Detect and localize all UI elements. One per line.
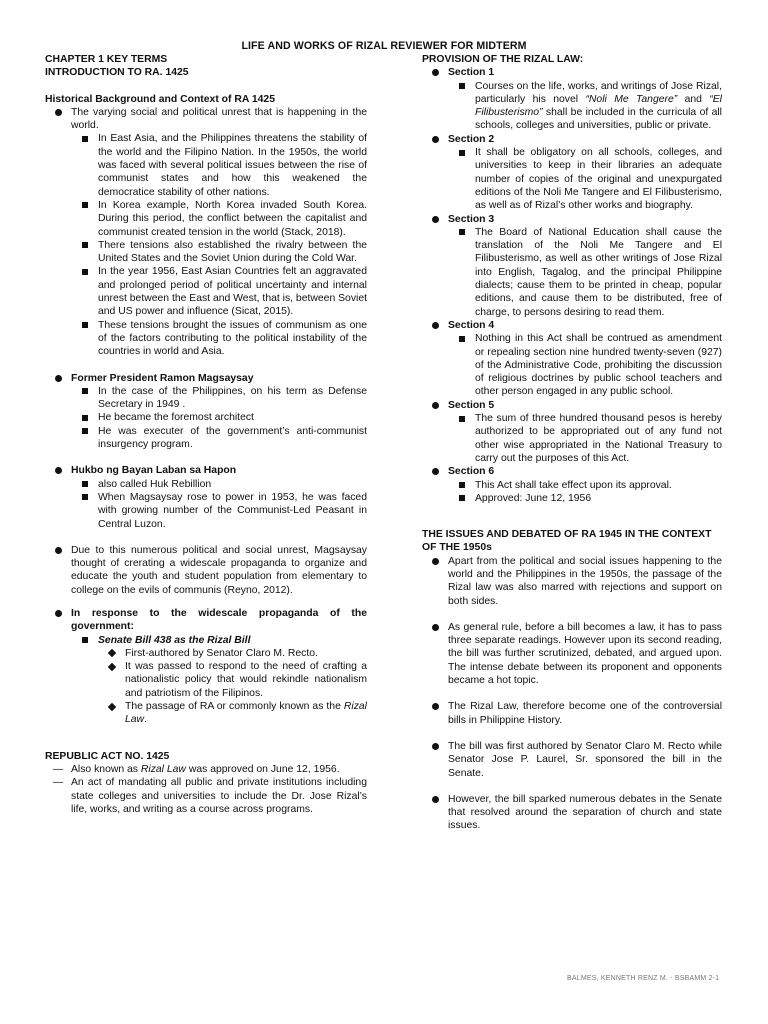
list-item <box>422 332 722 398</box>
bullet-dot-icon <box>432 624 439 631</box>
list-item-text: The sum of three hundred thousand pesos is hereby authorized to be appropriated out of any fund not other wise appropriated in the National Treasury to carry out the purposes of this Act. <box>475 413 722 464</box>
list-item <box>45 776 367 816</box>
list-item <box>45 132 367 198</box>
bullet-square-icon <box>459 229 465 235</box>
unrest-text: The varying social and political unrest that is happening in the world. <box>71 106 367 132</box>
left-column <box>45 53 367 816</box>
list-item <box>45 544 367 597</box>
list-item <box>45 607 367 634</box>
bullet-square-icon <box>82 136 88 142</box>
bullet-square-icon <box>82 269 88 275</box>
list-item-text: First-authored by Senator Claro M. Recto. <box>125 647 318 659</box>
list-item-text: When Magsaysay rose to power in 1953, he was faced with growing number of the Communist-Led Peasant in Central Luzon. <box>98 491 367 530</box>
bullet-dot-icon <box>432 69 439 76</box>
bullet-dot-icon <box>55 547 62 554</box>
list-item <box>422 621 722 687</box>
list-item <box>45 425 367 452</box>
list-item <box>45 660 367 700</box>
list-item-text <box>125 700 367 727</box>
bullet-square-icon <box>459 416 465 422</box>
list-item <box>422 479 722 492</box>
list-item-text: In the case of the Philippines, on his term as Defense Secretary in 1949 . <box>98 385 367 411</box>
document-title: LIFE AND WORKS OF RIZAL REVIEWER FOR MIDTERM <box>241 40 527 52</box>
list-item <box>45 106 367 133</box>
bullet-square-icon <box>82 637 88 643</box>
passage-text: The passage of RA or commonly known as the <box>125 701 344 713</box>
list-item-text: Approved: June 12, 1956 <box>475 492 592 504</box>
bullet-square-icon <box>82 415 88 421</box>
s1-end: shall be included in the curricula of all schools, colleges and universities, public or private. <box>475 107 722 132</box>
provision-heading: PROVISION OF THE RIZAL LAW: <box>422 54 584 65</box>
s1-mid: and <box>677 93 710 105</box>
list-item <box>422 80 722 133</box>
bullet-square-icon <box>82 481 88 487</box>
bullet-dot-icon <box>432 216 439 223</box>
list-item-text: Nothing in this Act shall be contrued as amendment or repealing section nine hundred twenty-seven (927) of the Administrative Code, prohibiting the discussion of religious doctrines by public school teachers and other person engaged in any public school. <box>475 333 722 398</box>
list-item-text: The bill was first authored by Senator Claro M. Recto while Senator Jose P. Laurel, Sr. sponsored the bill in the Senate. <box>448 740 722 779</box>
dash-icon: — <box>52 777 64 789</box>
bullet-dot-icon <box>432 558 439 565</box>
list-item <box>45 478 367 491</box>
list-item-text: In Korea example, North Korea invaded South Korea. During this period, the conflict between the capitalist and communist created tension in the world (Stack, 2018). <box>98 199 367 238</box>
list-item-text: also called Huk Rebillion <box>98 478 212 490</box>
bullet-dot-icon <box>55 610 62 617</box>
bullet-diamond-icon <box>107 649 115 657</box>
list-item-text: These tensions brought the issues of communism as one of the factors contributing to the political instability of the countries in world and Asia. <box>98 319 367 358</box>
bullet-square-icon <box>82 202 88 208</box>
list-item-text <box>71 763 367 776</box>
list-item-text: It shall be obligatory on all schools, colleges, and universities to keep in their libraries an adequate number of copies of the original and unexpurgated editions of the Noli Me Tangere and El Filibusterismo, as well as of Rizal’s other works and biography. <box>475 147 722 212</box>
list-item <box>422 319 722 332</box>
bullet-dot-icon <box>432 796 439 803</box>
list-item-text <box>475 80 722 133</box>
magsaysay-heading: Former President Ramon Magsaysay <box>71 372 254 384</box>
list-item <box>45 464 367 477</box>
list-item-text: It was passed to respond to the need of crafting a nationalistic policy that would rekindle nationalism and patriotism of the Filipinos. <box>125 661 367 699</box>
list-item <box>422 492 722 505</box>
response-heading: In response to the widescale propaganda of the government: <box>71 607 367 633</box>
hukbo-heading: Hukbo ng Bayan Laban sa Hapon <box>71 465 237 477</box>
list-item-text: He was executer of the government’s anti-communist insurgency program. <box>98 425 367 451</box>
s1-noli: “Noli Me Tangere” <box>585 93 678 105</box>
list-item-text: In East Asia, and the Philippines threatens the stability of the world and the Filipino Nation. In the 1950s, the world was faced with several political issues between the rise of communist states and how this weakened the democratice stability of other nations. <box>98 133 367 198</box>
section-heading: Section 3 <box>448 213 495 225</box>
bullet-square-icon <box>82 322 88 328</box>
list-item <box>45 385 367 412</box>
list-item <box>45 634 367 647</box>
list-item <box>422 66 722 79</box>
bullet-square-icon <box>459 336 465 342</box>
section-heading: Section 5 <box>448 399 495 411</box>
bullet-dot-icon <box>432 136 439 143</box>
ra-known-text: Also known as <box>71 763 141 775</box>
list-item <box>422 213 722 226</box>
bullet-square-icon <box>82 242 88 248</box>
list-item-text: He became the foremost architect <box>98 412 254 424</box>
right-column <box>422 53 722 833</box>
passage-end: . <box>144 714 147 726</box>
bullet-dot-icon <box>55 467 62 474</box>
list-item-text: As general rule, before a bill becomes a law, it has to pass three separate readings. However upon its second reading, the bill was further scrutinized, debated, and argued upon. The intense debate between its proponent and opponents became a hot topic. <box>448 621 722 687</box>
list-item <box>422 740 722 780</box>
ra-known-italic: Rizal Law <box>140 763 186 775</box>
list-item <box>45 265 367 318</box>
section-heading: Section 1 <box>448 67 495 79</box>
dash-icon: — <box>52 763 64 775</box>
bullet-dot-icon <box>55 109 62 116</box>
list-item <box>45 411 367 424</box>
bullet-diamond-icon <box>107 662 115 670</box>
ra-heading: REPUBLIC ACT NO. 1425 <box>45 750 170 762</box>
list-item <box>45 199 367 239</box>
list-item <box>45 763 367 776</box>
list-item <box>422 555 722 608</box>
list-item <box>45 319 367 359</box>
list-item <box>45 647 367 660</box>
bullet-square-icon <box>82 428 88 434</box>
footer-author: BALMES, KENNETH RENZ M. - BSBAMM 2-1 <box>567 975 720 982</box>
list-item-text: There tensions also established the rivalry between the United States and the Soviet Union during the Cold War. <box>98 239 367 265</box>
list-item <box>422 412 722 465</box>
senate-bill-heading: Senate Bill 438 as the Rizal Bill <box>98 634 251 646</box>
section-heading: Section 4 <box>448 319 495 331</box>
list-item <box>45 239 367 266</box>
list-item-text: Apart from the political and social issues happening to the world and the Philippines in the 1950s, the passage of the Rizal law was also marred with rejections and support on both sides. <box>448 555 722 607</box>
bullet-square-icon <box>82 388 88 394</box>
list-item <box>422 465 722 478</box>
s1-fili: “El Filibusterismo” <box>475 93 722 119</box>
list-item-text: The Board of National Education shall cause the translation of the Noli Me Tangere and El Filibusterismo, as well as other writings of Jose Rizal into English, Tagalog, and the principal Philippine dialects; cause them to be printed in cheap, popular editions, and cause them to be distributed, free of charge, to persons desiring to read them. <box>475 226 722 318</box>
bullet-square-icon <box>459 83 465 89</box>
ra-act-text: An act of mandating all public and private institutions including state colleges and universities to include the Dr. Jose Rizal’s life, works, and writing as a course across programs. <box>71 777 367 815</box>
list-item <box>422 146 722 212</box>
bullet-dot-icon <box>432 322 439 329</box>
section-heading: Section 6 <box>448 466 495 478</box>
bullet-square-icon <box>459 495 465 501</box>
list-item <box>45 700 367 727</box>
list-item-text: In the year 1956, East Asian Countries felt an aggravated and prolonged period of political uncertainty and internal unrest between the East and West, that is, between Soviet and US power and influence (Sicat, 2015). <box>98 266 367 318</box>
bullet-dot-icon <box>432 703 439 710</box>
ra-known-end: was approved on June 12, 1956. <box>185 763 340 775</box>
list-item <box>45 491 367 531</box>
intro-heading: INTRODUCTION TO RA. 1425 <box>45 67 189 79</box>
list-item <box>422 793 722 833</box>
list-item <box>422 399 722 412</box>
bullet-dot-icon <box>55 375 62 382</box>
section-heading: Section 2 <box>448 133 495 145</box>
list-item-text: The Rizal Law, therefore become one of the controversial bills in Philippine History. <box>448 701 722 726</box>
list-item-text: This Act shall take effect upon its approval. <box>475 479 672 491</box>
propaganda-text: Due to this numerous political and social unrest, Magsaysay thought of crerating a widescale propaganda to organize and educate the youth and student population from elementary to college on the evils of communis (Reyno, 2012). <box>71 544 367 596</box>
s1-text: Courses on the life, works, and writings of Jose Rizal, particularly his novel <box>475 80 722 105</box>
list-item <box>422 700 722 727</box>
bullet-dot-icon <box>432 468 439 475</box>
bullet-square-icon <box>82 494 88 500</box>
historical-heading: Historical Background and Context of RA 1425 <box>45 93 275 105</box>
list-item <box>45 372 367 385</box>
bullet-dot-icon <box>432 402 439 409</box>
chapter-heading: CHAPTER 1 KEY TERMS <box>45 54 168 65</box>
list-item-text: However, the bill sparked numerous debates in the Senate that resolved around the separation of church and state issues. <box>448 793 722 832</box>
list-item <box>422 226 722 319</box>
bullet-diamond-icon <box>107 702 115 710</box>
issues-heading: THE ISSUES AND DEBATED OF RA 1945 IN THE CONTEXT OF THE 1950s <box>422 529 712 554</box>
bullet-square-icon <box>459 150 465 156</box>
bullet-dot-icon <box>432 743 439 750</box>
bullet-square-icon <box>459 482 465 488</box>
list-item <box>422 133 722 146</box>
passage-italic: Rizal Law <box>125 701 367 726</box>
